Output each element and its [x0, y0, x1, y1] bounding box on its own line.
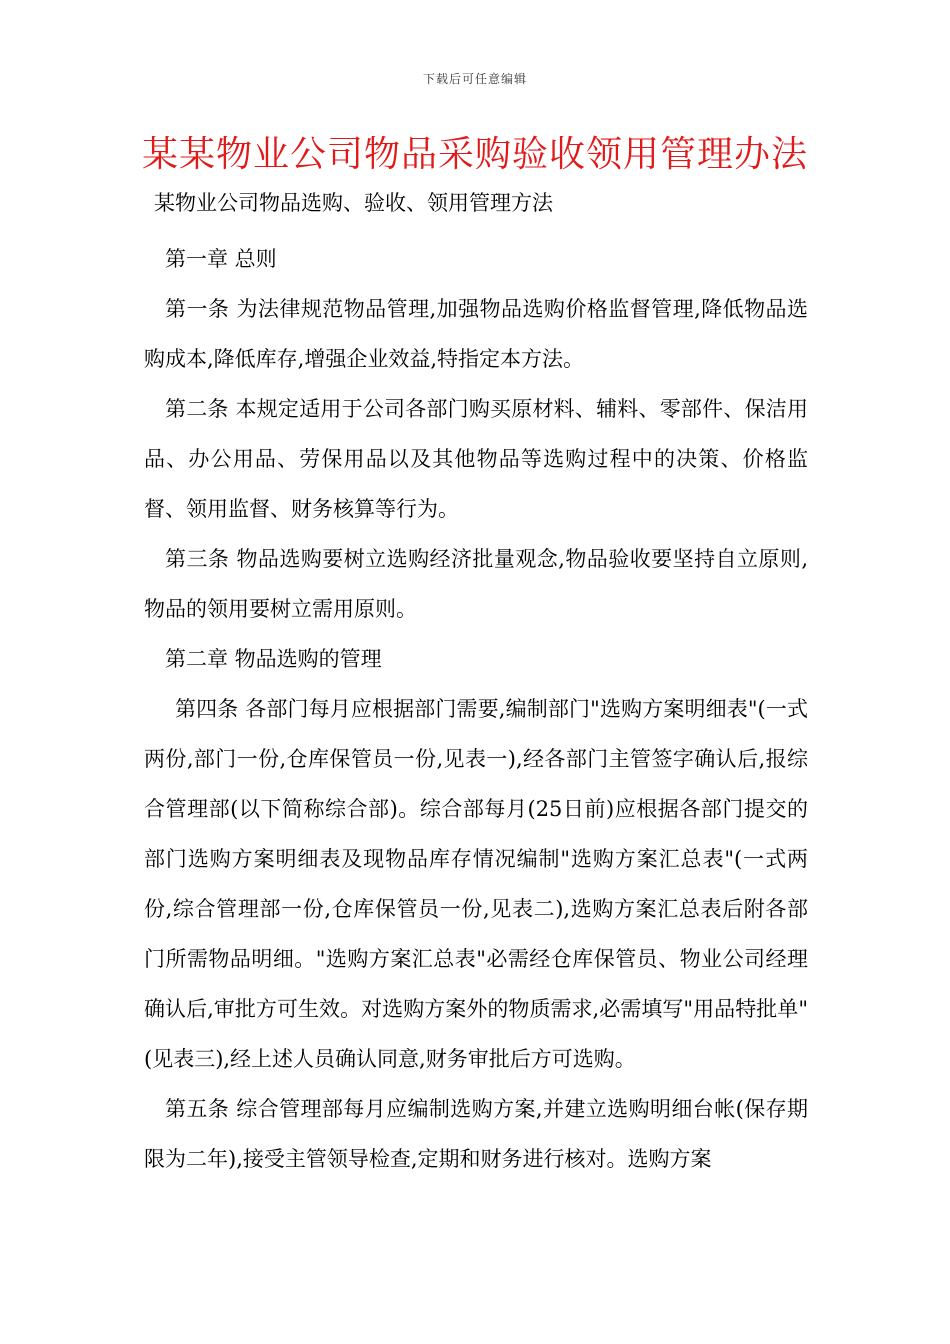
document-title: 某某物业公司物品采购验收领用管理办法: [141, 134, 808, 175]
article-4: 第四条 各部门每月应根据部门需要,编制部门"选购方案明细表"(一式两份,部门一份,仓库保管员一份,见表一),经各部门主管签字确认后,报综合管理部(以下简称综合部)。综合部每月(25日前)应根据各部门提交的部门选购方案明细表及现物品库存情况编制"选购方案汇总表"(一式两份,综合管理部一份,仓库保管员一份,见表二),选购方案汇总表后附各部门所需物品明细。"选购方案汇总表"必需经仓库保管员、物业公司经理确认后,审批方可生效。对选购方案外的物质需求,必需填写"用品特批单"(见表三),经上述人员确认同意,财务审批后方可选购。: [144, 697, 808, 1071]
chapter-heading-2: 第二章 物品选购的管理: [165, 647, 382, 671]
document-body: [144, 234, 808, 1184]
document-subtitle: 某物业公司物品选购、验收、领用管理方法: [154, 191, 553, 215]
chapter-heading-1: 第一章 总则: [165, 247, 277, 271]
article-1: 第一条 为法律规范物品管理,加强物品选购价格监督管理,降低物品选购成本,降低库存,增强企业效益,特指定本方法。: [144, 297, 808, 371]
article-2: 第二条 本规定适用于公司各部门购买原材料、辅料、零部件、保洁用品、办公用品、劳保用品以及其他物品等选购过程中的决策、价格监督、领用监督、财务核算等行为。: [144, 397, 808, 521]
page-header-note: 下载后可任意编辑: [422, 72, 527, 86]
article-3: 第三条 物品选购要树立选购经济批量观念,物品验收要坚持自立原则,物品的领用要树立需用原则。: [144, 547, 808, 621]
article-5: 第五条 综合管理部每月应编制选购方案,并建立选购明细台帐(保存期限为二年),接受主管领导检查,定期和财务进行核对。选购方案: [144, 1097, 808, 1171]
